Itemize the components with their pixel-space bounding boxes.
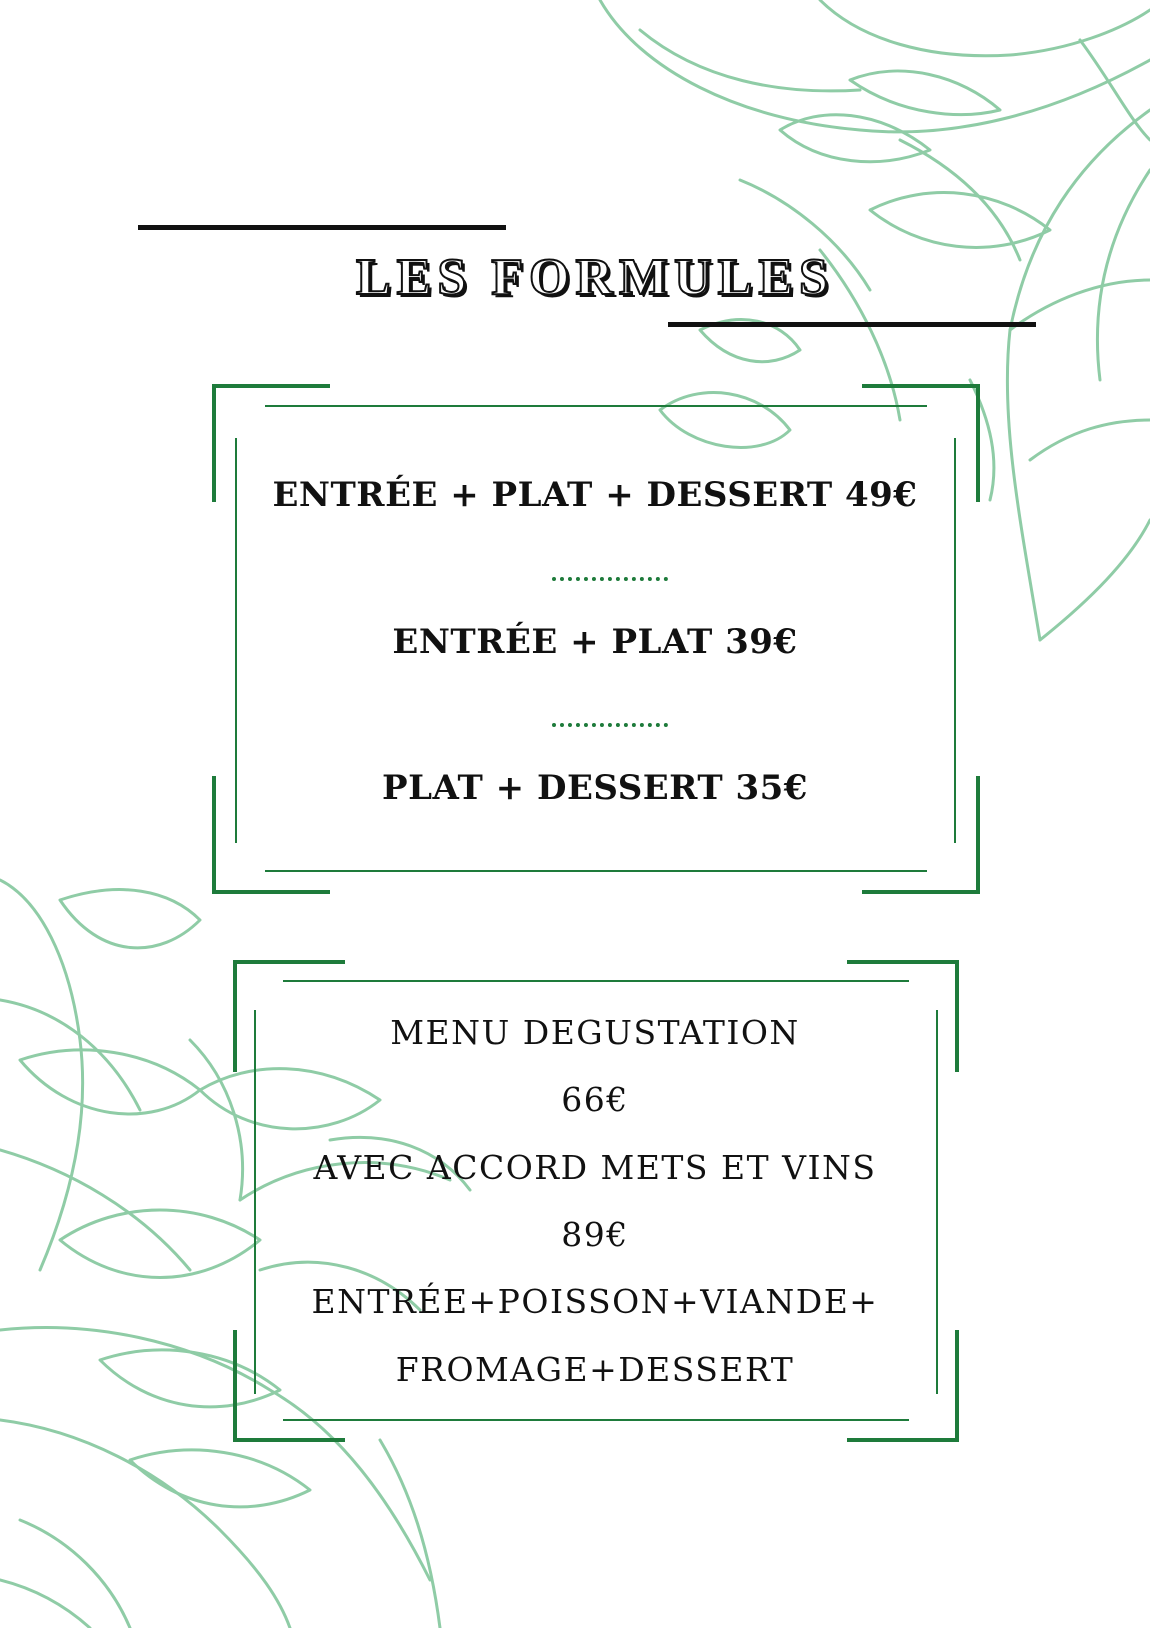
formula-plat-dessert: PLAT + DESSERT 35€ <box>382 768 808 808</box>
pairing-price: 89€ <box>561 1215 629 1254</box>
degustation-title: MENU DEGUSTATION <box>390 1013 800 1052</box>
separator-dots <box>552 723 668 727</box>
courses-line-2: FROMAGE+DESSERT <box>395 1350 795 1389</box>
formula-entree-plat: ENTRÉE + PLAT 39€ <box>392 622 798 662</box>
pairing-label: AVEC ACCORD METS ET VINS <box>313 1148 877 1187</box>
title-rule-bottom <box>668 322 1036 327</box>
separator-dots <box>552 577 668 581</box>
page-title: LES FORMULES <box>356 249 834 306</box>
degustation-price: 66€ <box>561 1080 629 1119</box>
formula-full: ENTRÉE + PLAT + DESSERT 49€ <box>272 475 918 515</box>
title-rule-top <box>138 225 506 230</box>
courses-line-1: ENTRÉE+POISSON+VIANDE+ <box>311 1282 879 1321</box>
